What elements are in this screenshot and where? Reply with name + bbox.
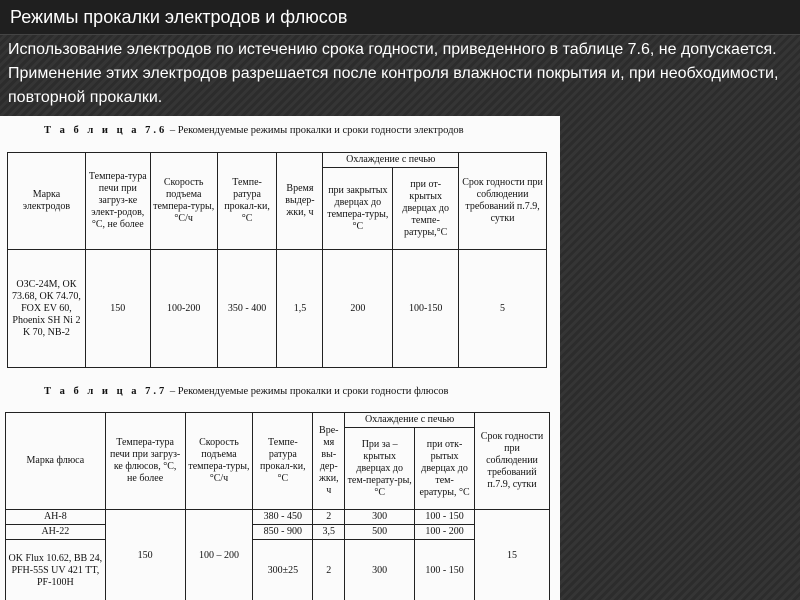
table77-cell-rise-speed: 100 – 200: [185, 510, 253, 600]
table76-header-calc-temp: Темпе-ратура прокал-ки, °С: [217, 153, 277, 250]
table77-row-2-open: 100 - 200: [415, 525, 475, 540]
table77-row-3-open: 100 - 150: [415, 540, 475, 600]
table77-cell-load-temp: 150: [105, 510, 185, 600]
table76-header-closed: при закрытых дверцах до темпера-туры,°С: [323, 168, 393, 250]
table76-header-brand: Марка электродов: [8, 153, 86, 250]
table77-row-2-brand: АН-22: [6, 525, 106, 540]
table77-row-3-closed: 300: [345, 540, 415, 600]
table76-header-hold-time: Время выдер-жки, ч: [277, 153, 323, 250]
slide-title: Режимы прокалки электродов и флюсов: [10, 7, 348, 27]
table77-row-1-hold-time: 2: [313, 510, 345, 525]
table76-header-rise-speed: Скорость подъема темпера-туры, °С/ч: [150, 153, 217, 250]
table77-caption: [44, 386, 448, 397]
table76-caption-text: – Рекомендуемые режимы прокалки и сроки годности электродов: [167, 125, 464, 136]
table77-header-cooling: Охлаждение с печью: [345, 413, 475, 428]
table77-header-closed: При за – крытых дверцах до тем-перату-ры, °С: [345, 428, 415, 510]
table77-caption-text: – Рекомендуемые режимы прокалки и сроки годности флюсов: [167, 386, 449, 397]
table77-row-2-calc-temp: 850 - 900: [253, 525, 313, 540]
table77-header-hold-time: Вре-мя вы-дер-жки, ч: [313, 413, 345, 510]
table76-caption: [44, 125, 464, 136]
table76-header-shelf: Срок годности при соблюдении требований п.7.9, сутки: [459, 153, 547, 250]
table76-cell-closed: 200: [323, 250, 393, 368]
slide-title-bar: [0, 0, 800, 35]
table77-cell-shelf: 15: [475, 510, 550, 600]
table76-header-open: при от-крытых дверцах до темпе-ратуры,°С: [393, 168, 459, 250]
table76-cell-brand: ОЗС-24М, ОК 73.68, ОК 74.70, FOX EV 60, Phoenix SH Ni 2 K 70, NB-2: [8, 250, 86, 368]
table77-header-shelf: Срок годности при соблюдении требований п.7.9, сутки: [475, 413, 550, 510]
table76-cell-rise-speed: 100-200: [150, 250, 217, 368]
table77-header-open: при отк-рытых дверцах до тем-ературы, °С: [415, 428, 475, 510]
table77-row-3-brand: OK Flux 10.62, BB 24, PFH-55S UV 421 TT, PF-100H: [6, 540, 106, 600]
table77-row-1-calc-temp: 380 - 450: [253, 510, 313, 525]
table77-header-load-temp: Темпера-тура печи при загруз-ке флюсов, °С, не более: [105, 413, 185, 510]
table77-row-1-brand: АН-8: [6, 510, 106, 525]
table77-row-3-calc-temp: 300±25: [253, 540, 313, 600]
table77-header-rise-speed: Скорость подъема темпера-туры, °С/ч: [185, 413, 253, 510]
intro-paragraph: Использование электродов по истечению срока годности, приведенного в таблице 7.6, не допускается. Применение этих электродов разрешается после контроля влажности покрытия и, при необходимости, повторной прокалки.: [8, 41, 779, 106]
table77-row-2-closed: 500: [345, 525, 415, 540]
table77-row-2-hold-time: 3,5: [313, 525, 345, 540]
table77-row-1-closed: 300: [345, 510, 415, 525]
table77: [5, 412, 550, 600]
table76-cell-load-temp: 150: [85, 250, 150, 368]
scanned-document: [0, 116, 560, 600]
table76-header-cooling: Охлаждение с печью: [323, 153, 459, 168]
table77-header-brand: Марка флюса: [6, 413, 106, 510]
table77-header-calc-temp: Темпе-ратура прокал-ки, °С: [253, 413, 313, 510]
table77-caption-label: Т а б л и ц а 7.7: [44, 386, 168, 397]
table76-cell-open: 100-150: [393, 250, 459, 368]
table76-caption-label: Т а б л и ц а 7.6: [44, 125, 168, 136]
table77-row-1-open: 100 - 150: [415, 510, 475, 525]
table76-header-load-temp: Темпера-тура печи при загруз-ке элект-родов, °С, не более: [85, 153, 150, 250]
table76: [7, 152, 547, 368]
table76-cell-hold-time: 1,5: [277, 250, 323, 368]
table76-cell-calc-temp: 350 - 400: [217, 250, 277, 368]
table76-cell-shelf: 5: [459, 250, 547, 368]
table77-row-3-hold-time: 2: [313, 540, 345, 600]
